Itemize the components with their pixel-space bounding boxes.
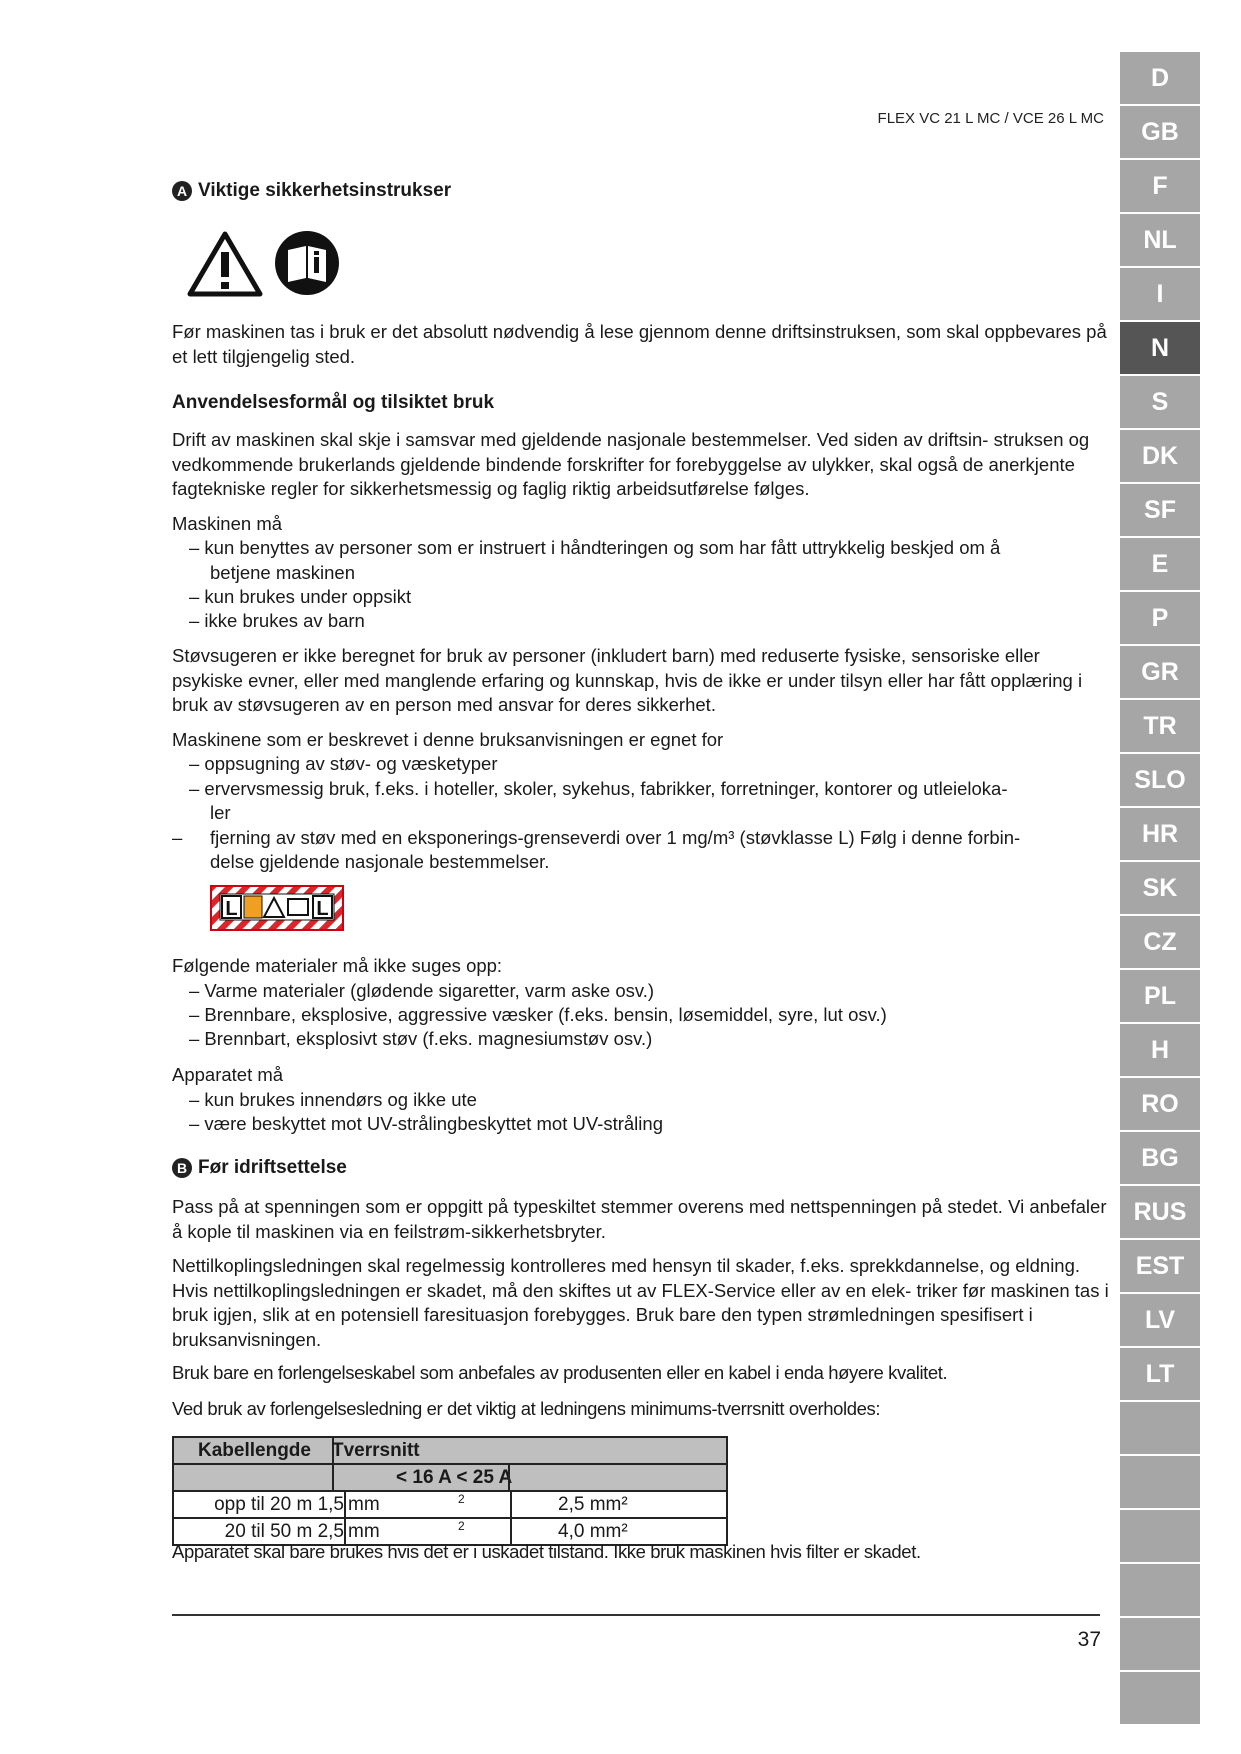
dust-class-l-label-icon <box>210 885 344 931</box>
tab-rus[interactable]: RUS <box>1120 1186 1200 1238</box>
svg-text:L: L <box>316 898 329 920</box>
table-cell: opp til 20 m 1,5 <box>173 1491 345 1518</box>
section-b-title <box>172 1157 347 1179</box>
footer-divider <box>172 1614 1100 1616</box>
list-item: – ervervsmessig bruk, f.eks. i hoteller, skoler, sykehus, fabrikker, forretninger, kontorer og utleieloka- <box>189 778 1008 799</box>
suited-intro: Maskinene som er beskrevet i denne bruksanvisningen er egnet for <box>172 729 724 750</box>
tab-pl[interactable]: PL <box>1120 970 1200 1022</box>
table-cell: 4,0 mm² <box>511 1518 727 1545</box>
section-a-title <box>172 180 451 202</box>
tab-i[interactable]: I <box>1120 268 1200 320</box>
tab-empty[interactable] <box>1120 1618 1200 1670</box>
tab-h[interactable]: H <box>1120 1024 1200 1076</box>
list-item: – Brennbart, eksplosivt støv (f.eks. magnesiumstøv osv.) <box>189 1028 653 1049</box>
section-a-badge: A <box>172 181 192 201</box>
tab-slo[interactable]: SLO <box>1120 754 1200 806</box>
tab-lt[interactable]: LT <box>1120 1348 1200 1400</box>
intro-paragraph: Før maskinen tas i bruk er det absolutt nødvendig å lese gjennom denne driftsinstruksen, som skal oppbevares på et lett tilgjengelig sted. <box>172 321 1107 367</box>
tab-n[interactable]: N <box>1120 322 1200 374</box>
list-item: delse gjeldende nasjonale bestemmelser. <box>210 851 550 872</box>
header-divider <box>508 1465 510 1490</box>
language-tabs <box>1120 52 1200 1726</box>
table-header-row <box>173 1464 727 1491</box>
unit-text: mm <box>348 1494 380 1515</box>
tab-empty[interactable] <box>1120 1456 1200 1508</box>
tab-s[interactable]: S <box>1120 376 1200 428</box>
tab-empty[interactable] <box>1120 1510 1200 1562</box>
list-item: – kun brukes innendørs og ikke ute <box>189 1089 477 1110</box>
list-item: – oppsugning av støv- og væsketyper <box>189 753 498 774</box>
cable-table <box>172 1436 728 1546</box>
list-item: – ikke brukes av barn <box>189 610 365 631</box>
section-b-badge: B <box>172 1158 192 1178</box>
tab-lv[interactable]: LV <box>1120 1294 1200 1346</box>
tab-est[interactable]: EST <box>1120 1240 1200 1292</box>
section-a-title-text: Viktige sikkerhetsinstrukser <box>198 180 452 201</box>
usage-subtitle: Anvendelsesformål og tilsiktet bruk <box>172 392 495 413</box>
tab-empty[interactable] <box>1120 1564 1200 1616</box>
superscript-text: 2 <box>458 1492 465 1506</box>
extension-paragraph: Bruk bare en forlengelseskabel som anbefales av produsenten eller en kabel i enda høyere kvalitet. <box>172 1362 948 1383</box>
header-cross-section: Tverrsnitt <box>332 1440 420 1461</box>
list-item: – Brennbare, eksplosive, aggressive væsker (f.eks. bensin, løsemiddel, syre, lut osv.) <box>189 1004 887 1025</box>
list-item: – kun benyttes av personer som er instruert i håndteringen og som har fått uttrykkelig beskjed om å <box>189 537 1001 558</box>
tab-nl[interactable]: NL <box>1120 214 1200 266</box>
page-number: 37 <box>1077 1628 1101 1651</box>
read-manual-icon <box>274 230 340 296</box>
list-item: fjerning av støv med en eksponerings-grenseverdi over 1 mg/m³ (støvklasse L) Følg i denne forbin- <box>210 827 1021 848</box>
tab-d[interactable]: D <box>1120 52 1200 104</box>
voltage-paragraph: Pass på at spenningen som er oppgitt på typeskiltet stemmer overens med nettspenningen på stedet. Vi anbefaler å kople til maskinen via en feilstrøm-sikkerhetsbryter. <box>172 1196 1107 1242</box>
tab-f[interactable]: F <box>1120 160 1200 212</box>
cable-check-paragraph: Nettilkoplingsledningen skal regelmessig kontrolleres med hensyn til skader, f.eks. sprekkdannelse, og eldning. Hvis nettilkoplingsledningen er skadet, må den skiftes ut av FLEX-Service eller av en elek- triker før maskinen tas i bruk igjen, slik at en potensiell faresituasjon forebygges. Bruk bare den typen strømledningen spesifisert i bruksanvisningen. <box>172 1255 1109 1350</box>
header-cable-length: Kabellengde <box>198 1440 311 1461</box>
capability-paragraph: Støvsugeren er ikke beregnet for bruk av personer (inkludert barn) med reduserte fysiske, sensoriske eller psykiske evner, eller med manglende erfaring og kunnskap, hvis de ikke er under tilsyn eller har fått opplæring i bruk av støvsugeren av en person med ansvar for deres sikkerhet. <box>172 645 1083 715</box>
table-cell: 2,5 mm² <box>511 1491 727 1518</box>
damage-paragraph: Apparatet skal bare brukes hvis det er i uskadet tilstand. Ikke bruk maskinen hvis filter er skadet. <box>172 1541 921 1562</box>
table-cell: 20 til 50 m 2,5 <box>173 1518 345 1545</box>
table-row <box>173 1491 727 1518</box>
tab-cz[interactable]: CZ <box>1120 916 1200 968</box>
usage-paragraph: Drift av maskinen skal skje i samsvar med gjeldende nasjonale bestemmelser. Ved siden av driftsin- struksen og vedkommende brukerlands gjeldende bindende forskrifter for forebyggelse av ulykker, skal også de anerkjente fagtekniske regler for sikkerhetsmessig og faglig riktig arbeidsutførelse følges. <box>172 429 1090 499</box>
tab-ro[interactable]: RO <box>1120 1078 1200 1130</box>
safety-icons <box>186 230 340 298</box>
section-b-title-text: Før idriftsettelse <box>198 1157 347 1178</box>
must-intro: Maskinen må <box>172 513 283 534</box>
svg-text:L: L <box>225 898 238 920</box>
not-intro: Følgende materialer må ikke suges opp: <box>172 955 503 976</box>
tab-empty[interactable] <box>1120 1672 1200 1724</box>
unit-text: mm <box>348 1521 380 1542</box>
tab-gb[interactable]: GB <box>1120 106 1200 158</box>
tab-empty[interactable] <box>1120 1402 1200 1454</box>
tab-hr[interactable]: HR <box>1120 808 1200 860</box>
list-item: – kun brukes under oppsikt <box>189 586 412 607</box>
tab-p[interactable]: P <box>1120 592 1200 644</box>
header-amperage: < 16 A < 25 A <box>396 1467 513 1488</box>
tab-tr[interactable]: TR <box>1120 700 1200 752</box>
table-cell <box>345 1491 511 1518</box>
superscript-text: 2 <box>458 1519 465 1533</box>
list-item: – <box>172 827 183 848</box>
tab-sk[interactable]: SK <box>1120 862 1200 914</box>
header-divider <box>332 1465 334 1490</box>
tab-bg[interactable]: BG <box>1120 1132 1200 1184</box>
tab-gr[interactable]: GR <box>1120 646 1200 698</box>
document-header: FLEX VC 21 L MC / VCE 26 L MC <box>877 110 1104 127</box>
tab-dk[interactable]: DK <box>1120 430 1200 482</box>
table-header-cell <box>173 1464 727 1491</box>
cross-section-paragraph: Ved bruk av forlengelsesledning er det viktig at ledningens minimums-tverrsnitt overholdes: <box>172 1398 881 1419</box>
list-item: betjene maskinen <box>210 562 356 583</box>
table-header-row <box>173 1437 727 1464</box>
tab-e[interactable]: E <box>1120 538 1200 590</box>
device-intro: Apparatet må <box>172 1064 284 1085</box>
table-header-cell <box>173 1437 727 1464</box>
list-item: – være beskyttet mot UV-strålingbeskyttet mot UV-stråling <box>189 1113 663 1134</box>
list-item: ler <box>210 802 231 823</box>
warning-triangle-icon <box>186 230 264 298</box>
list-item: – Varme materialer (glødende sigaretter, varm aske osv.) <box>189 980 655 1001</box>
tab-sf[interactable]: SF <box>1120 484 1200 536</box>
